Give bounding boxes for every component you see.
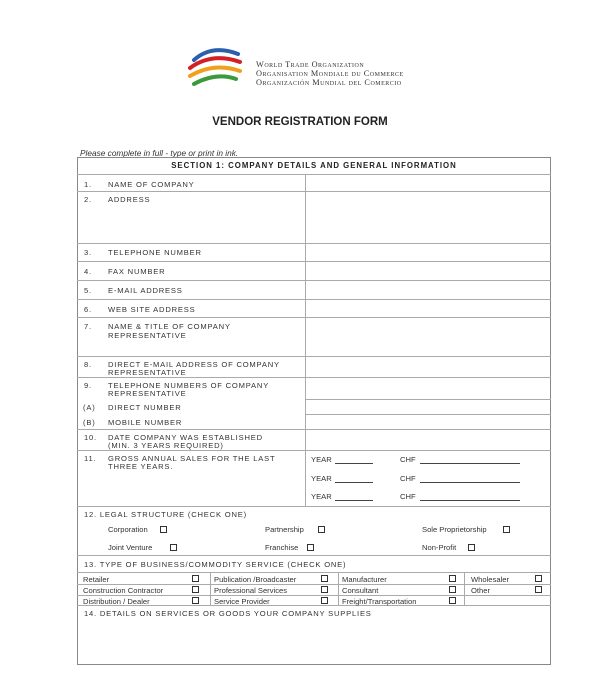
row-number: 2. (84, 195, 92, 204)
option-construction-contractor: Construction Contractor (83, 586, 164, 595)
divider (77, 555, 551, 556)
telephone-input[interactable] (306, 244, 550, 261)
checkbox-other[interactable] (535, 586, 542, 593)
checkbox-wholesaler[interactable] (535, 575, 542, 582)
checkbox-manufacturer[interactable] (449, 575, 456, 582)
mobile-number-input[interactable] (306, 415, 550, 429)
option-publication-broadcaster: Publication /Broadcaster (214, 575, 297, 584)
fax-input[interactable] (306, 262, 550, 280)
label-rep-email-line2: REPRESENTATIVE (108, 368, 187, 377)
row-number: 6. (84, 305, 92, 314)
option-joint-venture: Joint Venture (108, 543, 153, 552)
org-name-es: Organización Mundial del Comercio (256, 78, 402, 87)
sales-year-field[interactable] (335, 500, 373, 501)
checkbox-professional-services[interactable] (321, 586, 328, 593)
details-textarea[interactable] (78, 620, 550, 664)
label-email: E-MAIL ADDRESS (108, 286, 183, 295)
option-partnership: Partnership (265, 525, 304, 534)
date-established-input[interactable] (306, 430, 550, 450)
divider (77, 506, 551, 507)
website-input[interactable] (306, 300, 550, 317)
form-title: VENDOR REGISTRATION FORM (212, 116, 388, 128)
column-divider (210, 572, 211, 605)
row-number: 1. (84, 180, 92, 189)
details-heading: 14. DETAILS ON SERVICES OR GOODS YOUR COMPANY SUPPLIES (84, 609, 372, 618)
rep-email-input[interactable] (306, 357, 550, 377)
checkbox-corporation[interactable] (160, 526, 167, 533)
option-sole-proprietorship: Sole Proprietorship (422, 525, 487, 534)
divider (77, 377, 551, 378)
option-corporation: Corporation (108, 525, 148, 534)
checkbox-consultant[interactable] (449, 586, 456, 593)
label-date-established-line2: (MIN. 3 YEARS REQUIRED) (108, 441, 224, 450)
option-wholesaler: Wholesaler (471, 575, 509, 584)
sales-chf-label: CHF (400, 492, 416, 501)
row-number: 11. (84, 454, 97, 463)
option-professional-services: Professional Services (214, 586, 288, 595)
checkbox-joint-venture[interactable] (170, 544, 177, 551)
label-gross-sales: GROSS ANNUAL SALES FOR THE LAST (108, 454, 276, 463)
label-address: ADDRESS (108, 195, 151, 204)
rep-name-input[interactable] (306, 318, 550, 356)
label-telephone: TELEPHONE NUMBER (108, 248, 202, 257)
column-divider (464, 572, 465, 605)
option-distribution-dealer: Distribution / Dealer (83, 597, 150, 606)
label-mobile-number: MOBILE NUMBER (108, 418, 183, 427)
row-number: 7. (84, 322, 92, 331)
divider (77, 595, 551, 596)
org-name-fr: Organisation Mondiale du Commerce (256, 69, 404, 78)
row-number: 4. (84, 267, 92, 276)
sales-chf-field[interactable] (420, 500, 520, 501)
checkbox-freight-transportation[interactable] (449, 597, 456, 604)
form-instructions: Please complete in full - type or print in ink. (80, 148, 239, 158)
label-website: WEB SITE ADDRESS (108, 305, 196, 314)
label-rep-email: DIRECT E-MAIL ADDRESS OF COMPANY (108, 360, 280, 369)
option-freight-transportation: Freight/Transportation (342, 597, 417, 606)
address-input[interactable] (306, 192, 550, 243)
row-number: 8. (84, 360, 92, 369)
column-divider (338, 572, 339, 605)
logo-arc-yellow (190, 67, 240, 76)
option-other: Other (471, 586, 490, 595)
label-rep-phones-line2: REPRESENTATIVE (108, 389, 187, 398)
email-input[interactable] (306, 281, 550, 299)
option-consultant: Consultant (342, 586, 379, 595)
label-company-name: NAME OF COMPANY (108, 180, 195, 189)
option-non-profit: Non-Profit (422, 543, 457, 552)
section1-heading: SECTION 1: COMPANY DETAILS AND GENERAL INFORMATION (171, 161, 457, 170)
sales-chf-label: CHF (400, 455, 416, 464)
sales-year-field[interactable] (335, 463, 373, 464)
org-name-en: World Trade Organization (256, 60, 365, 69)
checkbox-partnership[interactable] (318, 526, 325, 533)
row-number: 5. (84, 286, 92, 295)
wto-logo (186, 46, 244, 90)
checkbox-distribution-dealer[interactable] (192, 597, 199, 604)
row-number: 3. (84, 248, 92, 257)
checkbox-sole-proprietorship[interactable] (503, 526, 510, 533)
row-number: 9. (84, 381, 92, 390)
divider (77, 584, 551, 585)
checkbox-franchise[interactable] (307, 544, 314, 551)
label-rep-name: NAME & TITLE OF COMPANY (108, 322, 231, 331)
logo-arc-green (194, 76, 236, 84)
sales-chf-label: CHF (400, 474, 416, 483)
option-service-provider: Service Provider (214, 597, 270, 606)
label-gross-sales-line2: THREE YEARS. (108, 462, 174, 471)
checkbox-construction-contractor[interactable] (192, 586, 199, 593)
sales-year-label: YEAR (311, 474, 332, 483)
business-type-heading: 13. TYPE OF BUSINESS/COMMODITY SERVICE (CHECK ONE) (84, 560, 347, 569)
checkbox-non-profit[interactable] (468, 544, 475, 551)
row-number: (A) (83, 403, 96, 412)
row-number: (B) (83, 418, 96, 427)
option-franchise: Franchise (265, 543, 299, 552)
checkbox-service-provider[interactable] (321, 597, 328, 604)
label-rep-name-line2: REPRESENTATIVE (108, 331, 187, 340)
divider (77, 572, 551, 573)
sales-chf-field[interactable] (420, 463, 520, 464)
sales-year-field[interactable] (335, 482, 373, 483)
company-name-input[interactable] (306, 175, 550, 191)
label-direct-number: DIRECT NUMBER (108, 403, 182, 412)
option-retailer: Retailer (83, 575, 110, 584)
legal-structure-heading: 12. LEGAL STRUCTURE (CHECK ONE) (84, 510, 247, 519)
label-rep-phones: TELEPHONE NUMBERS OF COMPANY (108, 381, 270, 390)
option-manufacturer: Manufacturer (342, 575, 387, 584)
checkbox-retailer[interactable] (192, 575, 199, 582)
row-number: 10. (84, 433, 97, 442)
sales-year-label: YEAR (311, 492, 332, 501)
label-fax: FAX NUMBER (108, 267, 166, 276)
divider (77, 450, 551, 451)
label-date-established: DATE COMPANY WAS ESTABLISHED (108, 433, 263, 442)
sales-year-label: YEAR (311, 455, 332, 464)
checkbox-publication-broadcaster[interactable] (321, 575, 328, 582)
sales-chf-field[interactable] (420, 482, 520, 483)
direct-number-input[interactable] (306, 400, 550, 414)
